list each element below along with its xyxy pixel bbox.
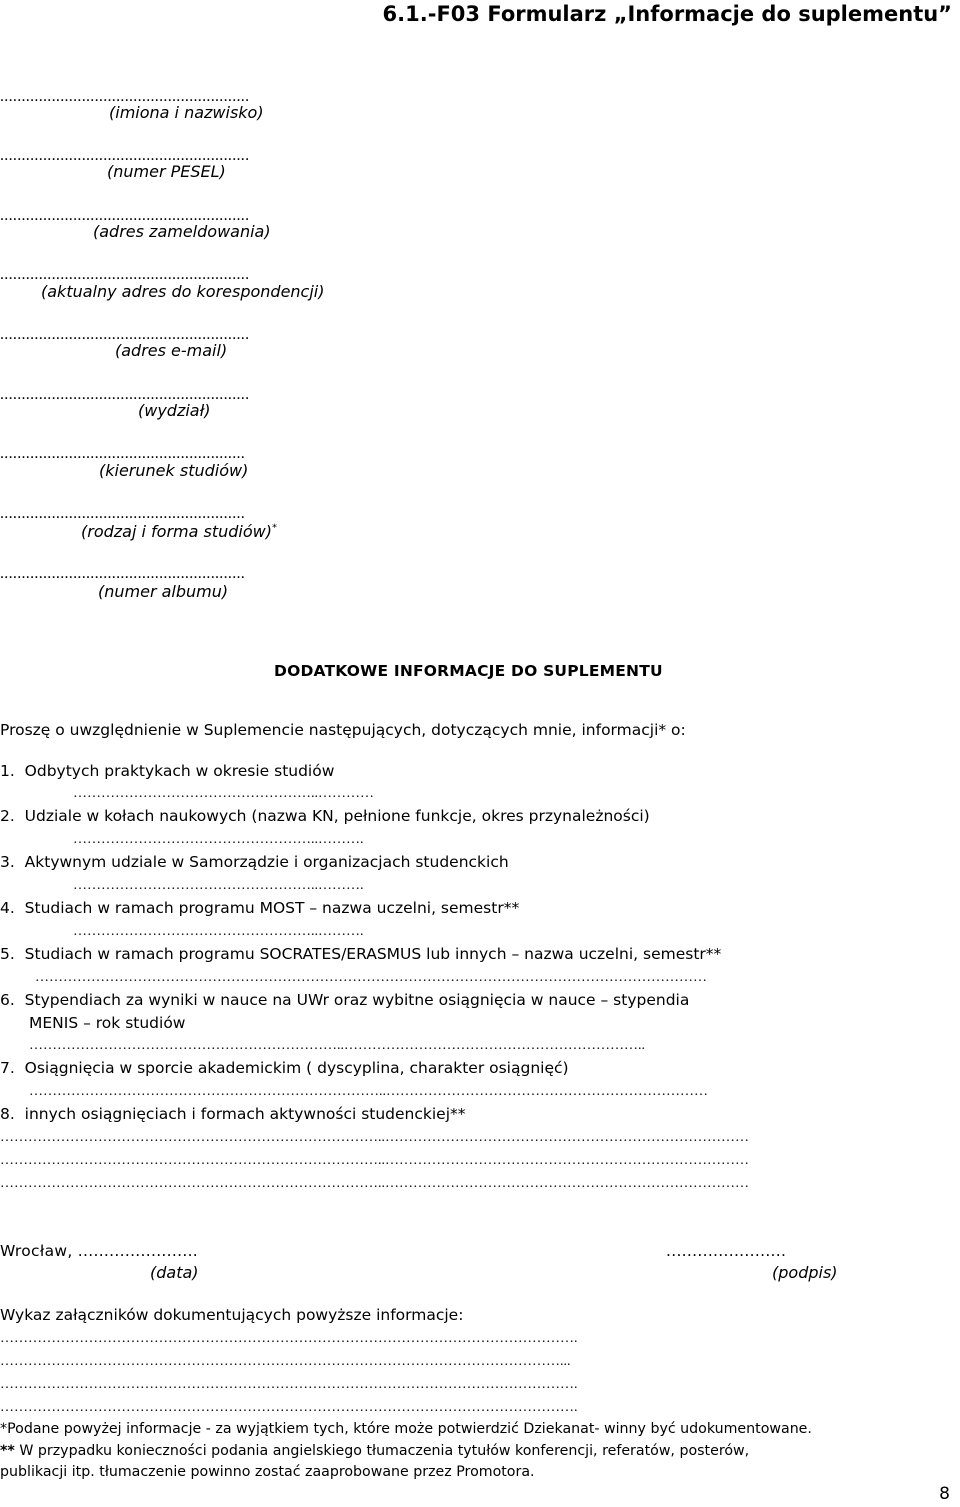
attachment-line: …………………………………………………………………………………………………………... bbox=[0, 1354, 571, 1369]
place-date-line: Wrocław, ....................... bbox=[0, 1242, 199, 1260]
page-number: 8 bbox=[939, 1484, 950, 1504]
fill-line: ……………………………………………..………. bbox=[73, 924, 364, 939]
section-title: DODATKOWE INFORMACJE DO SUPLEMENTU bbox=[274, 662, 663, 680]
fill-line: ……………………………………………..………. bbox=[73, 878, 364, 893]
field-label-study-type: (rodzaj i forma studiów)* bbox=[81, 522, 277, 541]
field-dots: .......................................................... bbox=[0, 326, 250, 343]
signature-label: (podpis) bbox=[772, 1263, 838, 1282]
field-label-name: (imiona i nazwisko) bbox=[109, 103, 264, 122]
list-item: 3. Aktywnym udziale w Samorządzie i organizacjach studenckich bbox=[0, 853, 509, 871]
fill-line: ……………………………………………..………… bbox=[73, 786, 374, 801]
list-item: 4. Studiach w ramach programu MOST – nazwa uczelni, semestr** bbox=[0, 899, 520, 917]
fill-line: ………………………………………………………………………..…………………………………………………………………… bbox=[0, 1176, 749, 1191]
field-dots: .......................................................... bbox=[0, 266, 250, 283]
list-item: 2. Udziale w kołach naukowych (nazwa KN, pełnione funkcje, okres przynależności) bbox=[0, 807, 650, 825]
fill-line: ……………………………………………..………. bbox=[73, 832, 364, 847]
field-label-address: (adres zameldowania) bbox=[93, 222, 271, 241]
fill-line: ………………………………………………………………………..…………………………………………………………………… bbox=[0, 1153, 749, 1168]
list-item: 6. Stypendiach za wyniki w nauce na UWr oraz wybitne osiągnięcia w nauce – stypendia bbox=[0, 991, 690, 1009]
asterisk-mark: * bbox=[271, 522, 277, 534]
field-dots: ......................................................... bbox=[0, 445, 246, 462]
footnote-2: ** W przypadku konieczności podania angielskiego tłumaczenia tytułów konferencji, referatów, posterów, bbox=[0, 1443, 750, 1459]
field-label-correspondence: (aktualny adres do korespondencji) bbox=[41, 282, 325, 301]
field-dots: .......................................................... bbox=[0, 88, 250, 105]
attachment-line: ……………………………………………………………………………………………………………. bbox=[0, 1377, 578, 1392]
field-label-email: (adres e-mail) bbox=[115, 341, 228, 360]
field-label-pesel: (numer PESEL) bbox=[107, 162, 226, 181]
list-item: 1. Odbytych praktykach w okresie studiów bbox=[0, 762, 335, 780]
field-dots: ......................................................... bbox=[0, 565, 246, 582]
list-item: 8. innych osiągnięciach i formach aktywności studenckiej** bbox=[0, 1105, 466, 1123]
signature-dots: ....................... bbox=[666, 1242, 787, 1260]
attachment-line: ……………………………………………………………………………………………………………. bbox=[0, 1331, 578, 1346]
fill-line: …………………………………………………………..……………………………………………………….. bbox=[29, 1038, 645, 1053]
page-title: 6.1.-F03 Formularz „Informacje do suplementu” bbox=[382, 2, 952, 26]
list-item-continuation: MENIS – rok studiów bbox=[29, 1014, 186, 1032]
footnote-2-continuation: publikacji itp. tłumaczenie powinno zostać zaaprobowane przez Promotora. bbox=[0, 1464, 535, 1480]
field-label-major: (kierunek studiów) bbox=[99, 461, 249, 480]
list-item: 7. Osiągnięcia w sporcie akademickim ( dyscyplina, charakter osiągnięć) bbox=[0, 1059, 569, 1077]
field-dots: .......................................................... bbox=[0, 207, 250, 224]
field-label-faculty: (wydział) bbox=[138, 401, 211, 420]
footnote-1: *Podane powyżej informacje - za wyjątkiem tych, które może potwierdzić Dziekanat- winny być udokumentowane. bbox=[0, 1421, 812, 1437]
fill-line: ……………………………………………………………………………………………………………………………… bbox=[35, 970, 707, 985]
list-item: 5. Studiach w ramach programu SOCRATES/ERASMUS lub innych – nazwa uczelni, semestr** bbox=[0, 945, 722, 963]
attachment-line: ……………………………………………………………………………………………………………. bbox=[0, 1400, 578, 1415]
field-dots: .......................................................... bbox=[0, 386, 250, 403]
fill-line: ………………………………………………………………………..…………………………………………………………………… bbox=[0, 1130, 749, 1145]
date-label: (data) bbox=[150, 1263, 199, 1282]
field-dots: ......................................................... bbox=[0, 505, 246, 522]
attachments-title: Wykaz załączników dokumentujących powyższe informacje: bbox=[0, 1306, 464, 1324]
field-label-album: (numer albumu) bbox=[98, 582, 229, 601]
section-intro: Proszę o uwzględnienie w Suplemencie następujących, dotyczących mnie, informacji* o: bbox=[0, 721, 686, 739]
fill-line: …………………………………………………………………..…………………………………………………………… bbox=[29, 1084, 708, 1099]
field-dots: .......................................................... bbox=[0, 147, 250, 164]
